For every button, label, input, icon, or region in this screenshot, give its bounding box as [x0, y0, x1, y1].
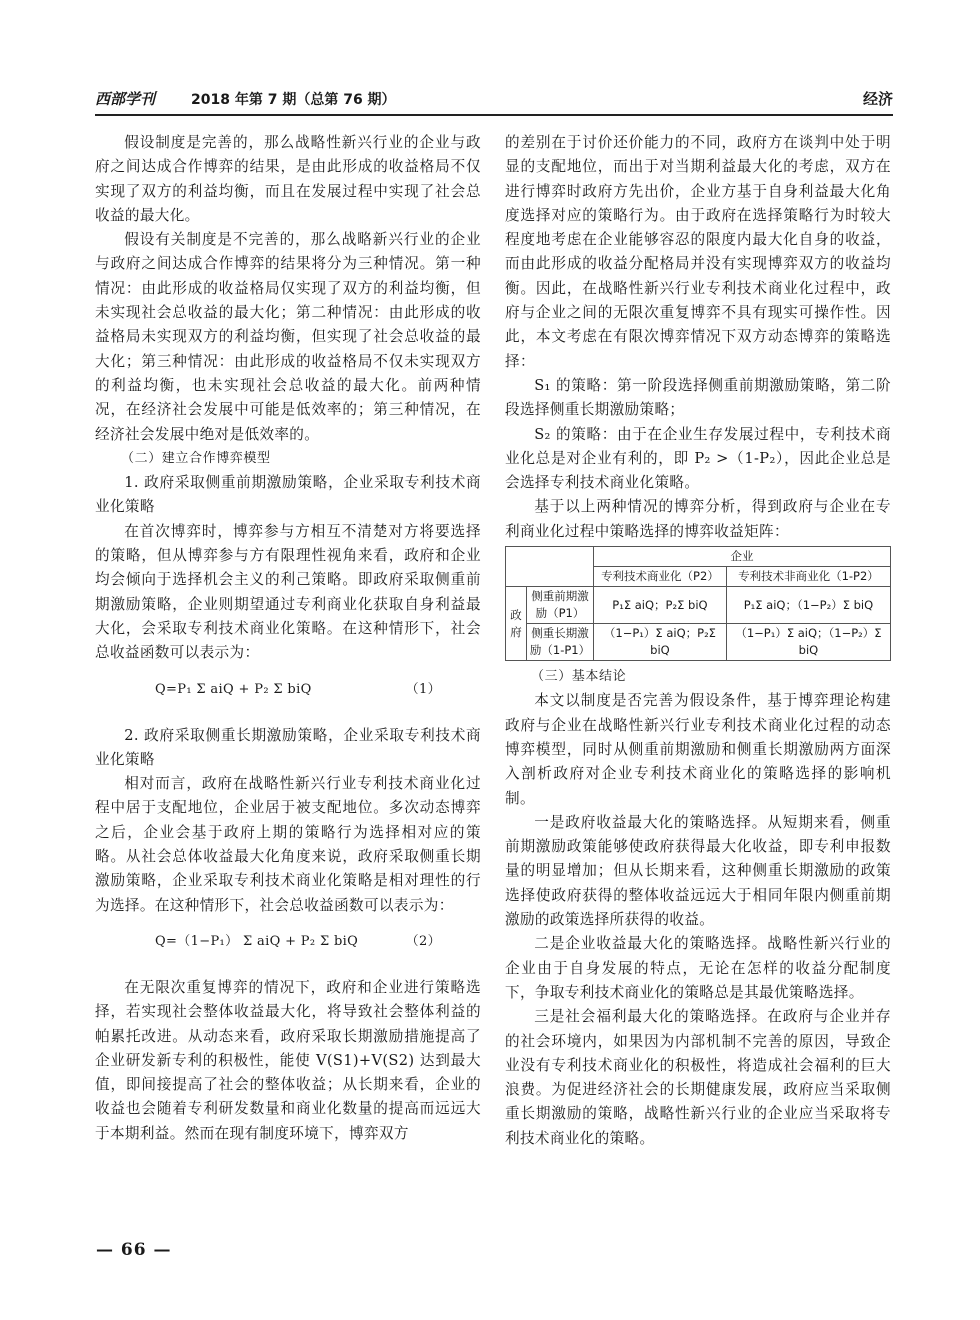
- paragraph: 假设有关制度是不完善的，那么战略新兴行业的企业与政府之间达成合作博弈的结果将分为三种情况。第一种情况：由此形成的收益格局仅实现了双方的利益均衡，但未实现社会总收益的最大化；第二种情况：由此形成的收益格局未实现双方的利益均衡，但实现了社会总收益的最大化；第三种情况：由此形成的收益格局不仅未实现双方的利益均衡，也未实现社会总收益的最大化。前两种情况，在经济社会发展中可能是低效率的；第三种情况，在经济社会发展中绝对是低效率的。: [95, 231, 481, 443]
- table-cell: （1−P₁）Σ aiQ；（1−P₂）Σ biQ: [726, 624, 890, 661]
- running-header: [95, 88, 893, 116]
- table-cell: （1−P₁）Σ aiQ；P₂Σ biQ: [594, 624, 727, 661]
- table-cell: P₁Σ aiQ；（1−P₂）Σ biQ: [726, 587, 890, 624]
- equation-2: [95, 918, 481, 976]
- payoff-matrix: [505, 546, 891, 661]
- subheading: 1. 政府采取侧重前期激励策略，企业采取专利技术商业化策略: [95, 474, 481, 516]
- paragraph: 本文以制度是否完善为假设条件，基于博弈理论构建政府与企业在战略性新兴行业专利技术商业化过程的动态博弈模型，同时从侧重前期激励和侧重长期激励两方面深入剖析政府对企业专利技术商业化的策略选择的影响机制。: [505, 692, 891, 807]
- journal-name: 西部学刊: [95, 90, 156, 108]
- section-heading: （三）基本结论: [531, 669, 627, 685]
- col-header-non-commercialize: 专利技术非商业化（1-P2）: [726, 567, 890, 587]
- col-header-commercialize: 专利技术商业化（P2）: [594, 567, 727, 587]
- paragraph: 假设制度是完善的，那么战略性新兴行业的企业与政府之间达成合作博弈的结果，是由此形成的收益格局不仅实现了双方的利益均衡，而且在发展过程中实现了社会总收益的最大化。: [95, 134, 481, 224]
- table-cell: P₁Σ aiQ；P₂Σ biQ: [594, 587, 727, 624]
- paragraph: S₂ 的策略：由于在企业生存发展过程中，专利技术商业化总是对企业有利的，即 P₂ >（1-P₂），因此企业总是会选择专利技术商业化策略。: [505, 425, 891, 492]
- right-column: [505, 131, 891, 1151]
- equation-1-number: （1）: [405, 681, 441, 697]
- section-label: 经济: [862, 90, 893, 108]
- left-column: [95, 131, 481, 1146]
- paragraph: 二是企业收益最大化的策略选择。战略性新兴行业的企业由于自身发展的特点，无论在怎样的收益分配制度下，争取专利技术商业化的策略总是其最优策略选择。: [505, 935, 891, 1001]
- row-header-long-term: 侧重长期激励（1-P1）: [527, 624, 594, 661]
- paragraph: 一是政府收益最大化的策略选择。从短期来看，侧重前期激励政策能够使政府获得最大化收益，即专利申报数量的明显增加；但从长期来看，这种侧重长期激励的政策选择使政府获得的整体收益远远大于相同年限内侧重前期激励的政策选择所获得的收益。: [505, 813, 891, 929]
- payoff-table: [505, 546, 891, 661]
- issue-info: 2018 年第 7 期（总第 76 期）: [191, 92, 396, 108]
- paragraph: 在无限次重复博弈的情况下，政府和企业进行策略选择，若实现社会整体收益最大化，将导致社会整体利益的帕累托改进。从动态来看，政府采取长期激励措施提高了企业研发新专利的积极性，能使 V(S1)+V(S2) 达到最大值，即间接提高了社会的整体收益；从长期来看，企业的收益也会随着专利研发数量和商业化数量的提高而远远大于本期利益。然而在现有制度环境下，博弈双方: [95, 978, 481, 1142]
- equation-1-expression: Q=P₁ Σ aiQ + P₂ Σ biQ: [155, 681, 312, 697]
- enterprise-header: 企业: [594, 547, 891, 567]
- subheading: 2. 政府采取侧重长期激励策略，企业采取专利技术商业化策略: [95, 726, 481, 768]
- equation-1: [95, 666, 481, 724]
- paragraph: 相对而言，政府在战略性新兴行业专利技术商业化过程中居于支配地位，企业居于被支配地位。多次动态博弈之后，企业会基于政府上期的策略行为选择相对应的策略。从社会总体收益最大化角度来说，政府采取侧重长期激励策略，企业采取专利技术商业化策略是相对理性的行为选择。在这种情形下，社会总收益函数可以表示为：: [95, 775, 481, 914]
- paragraph: 在首次博弈时，博弈参与方相互不清楚对方将要选择的策略，但从博弈参与方有限理性视角来看，政府和企业均会倾向于选择机会主义的利己策略。即政府采取侧重前期激励策略，企业则期望通过专利商业化获取自身利益最大化，会采取专利技术商业化策略。在这种情形下，社会总收益函数可以表示为：: [95, 522, 481, 662]
- paragraph: 三是社会福利最大化的策略选择。在政府与企业并存的社会环境内，如果因为内部机制不完善的原因，导致企业没有专利技术商业化的积极性，将造成社会福利的巨大浪费。为促进经济社会的长期健康发展，政府应当采取侧重长期激励的策略，战略性新兴行业的企业应当采取将专利技术商业化的策略。: [505, 1008, 891, 1147]
- row-header-early: 侧重前期激励（P1）: [527, 587, 594, 624]
- government-header: 政府: [506, 587, 527, 661]
- table-corner: [506, 547, 594, 587]
- section-heading: （二）建立合作博弈模型: [121, 450, 271, 466]
- paragraph: 的差别在于讨价还价能力的不同，政府方在谈判中处于明显的支配地位，而出于对当期利益最大化的考虑，双方在进行博弈时政府方先出价，企业方基于自身利益最大化角度选择对应的策略行为。由于政府在选择策略行为时较大程度地考虑在企业能够容忍的限度内最大化自身的收益，而由此形成的收益分配格局并没有实现博弈双方的收益均衡。因此，在战略性新兴行业专利技术商业化过程中，政府与企业之间的无限次重复博弈不具有现实可操作性。因此，本文考虑在有限次博弈情况下双方动态博弈的策略选择：: [505, 134, 891, 370]
- paragraph: S₁ 的策略：第一阶段选择侧重前期激励策略，第二阶段选择侧重长期激励策略；: [505, 376, 891, 419]
- equation-2-expression: Q=（1−P₁） Σ aiQ + P₂ Σ biQ: [155, 933, 359, 949]
- paragraph: 基于以上两种情况的博弈分析，得到政府与企业在专利商业化过程中策略选择的博弈收益矩阵：: [505, 498, 891, 540]
- page-number: — 66 —: [96, 1240, 172, 1260]
- equation-2-number: （2）: [405, 933, 441, 949]
